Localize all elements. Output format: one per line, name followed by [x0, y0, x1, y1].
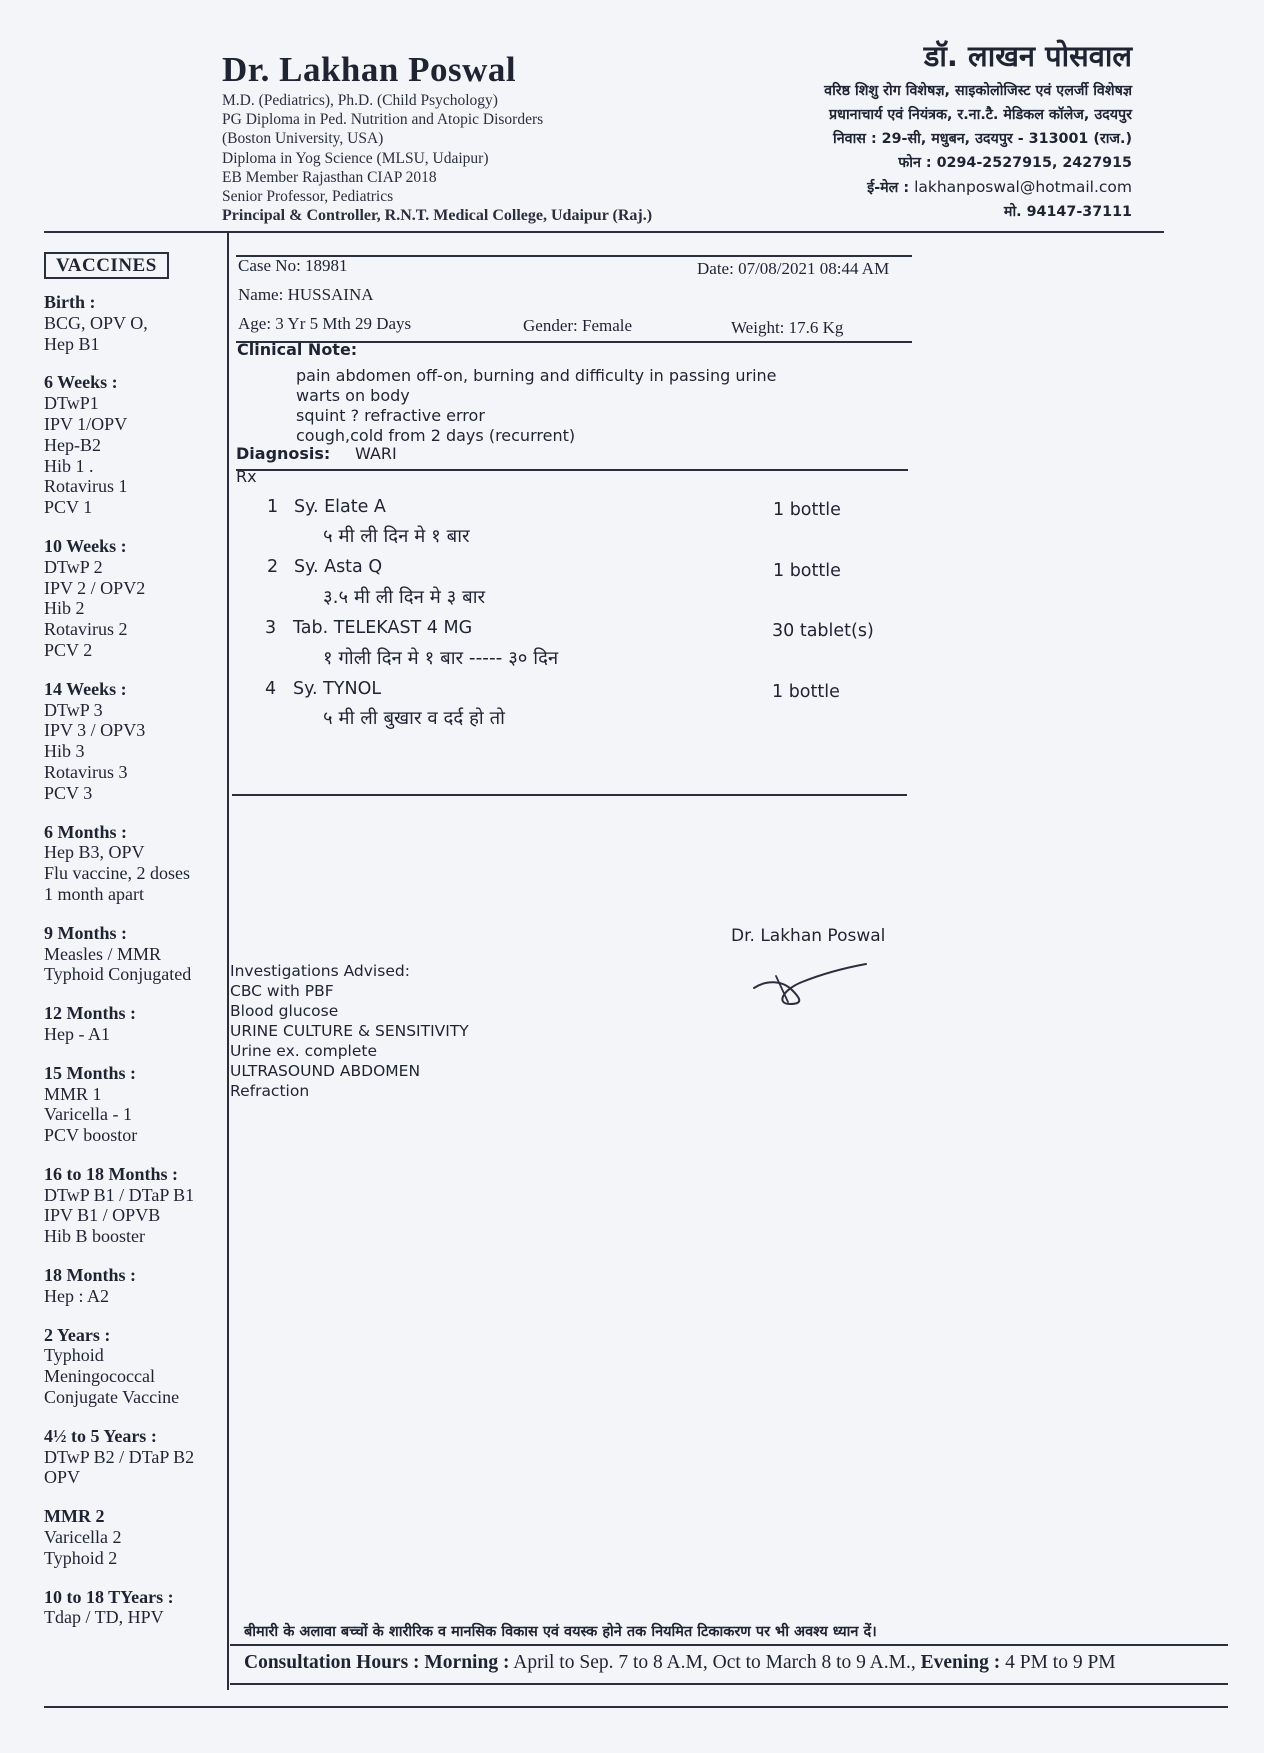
page-bottom-rule — [44, 1706, 1228, 1708]
vaccine-group-heading: 10 Weeks : — [44, 535, 127, 556]
vaccine-item: IPV 3 / OPV3 — [44, 720, 146, 741]
vaccine-schedule — [44, 292, 226, 1646]
vaccine-item: Rotavirus 2 — [44, 619, 128, 640]
consultation-hours — [244, 1652, 1116, 1674]
rx-drug: Sy. Elate A — [294, 497, 386, 517]
position-line: Principal & Controller, R.N.T. Medical College, Udaipur (Raj.) — [222, 207, 653, 225]
vaccine-item: DTwP B1 / DTaP B1 — [44, 1184, 195, 1205]
signature-name: Dr. Lakhan Poswal — [731, 926, 886, 946]
credential-line: Senior Professor, Pediatrics — [222, 188, 394, 206]
vaccine-item: DTwP B2 / DTaP B2 — [44, 1446, 195, 1467]
hindi-line: वरिष्ठ शिशु रोग विशेषज्ञ, साइकोलोजिस्ट एवं एलर्जी विशेषज्ञ — [824, 83, 1132, 99]
investigation-item: Urine ex. complete — [230, 1042, 378, 1060]
vaccine-group — [44, 1506, 226, 1568]
vaccine-item: Flu vaccine, 2 doses — [44, 863, 190, 884]
vaccine-item: Tdap / TD, HPV — [44, 1607, 164, 1628]
vaccine-item: Hep - A1 — [44, 1023, 110, 1044]
rx-quantity: 1 bottle — [773, 561, 841, 581]
vaccine-group — [44, 923, 226, 985]
clinical-notes — [296, 366, 777, 446]
vaccine-group-heading: 15 Months : — [44, 1062, 137, 1083]
rx-drug: Sy. Asta Q — [294, 557, 383, 577]
vaccine-group — [44, 536, 226, 661]
patient-age: Age: 3 Yr 5 Mth 29 Days — [238, 314, 412, 333]
vaccine-item: Typhoid 2 — [44, 1547, 118, 1568]
rx-end-rule — [232, 794, 907, 796]
vaccine-item: Hep-B2 — [44, 434, 101, 455]
morning-label: Morning : — [424, 1652, 510, 1673]
credential-line: Diploma in Yog Science (MLSU, Udaipur) — [222, 149, 489, 167]
vaccine-group-heading: 2 Years : — [44, 1324, 111, 1345]
vaccine-item: Varicella - 1 — [44, 1104, 132, 1125]
rx-quantity: 1 bottle — [773, 500, 841, 520]
diagnosis-label: Diagnosis: — [236, 444, 331, 463]
vaccines-title: VACCINES — [44, 252, 169, 279]
vaccine-item: PCV 1 — [44, 497, 93, 518]
vaccine-item: Varicella 2 — [44, 1527, 122, 1548]
vaccine-item: 1 month apart — [44, 883, 144, 904]
investigations-block — [230, 961, 469, 1101]
clinical-note-label: Clinical Note: — [237, 340, 358, 359]
vaccine-group-heading: 9 Months : — [44, 922, 128, 943]
hindi-line: फोन : 0294-2527915, 2427915 — [898, 154, 1132, 171]
vaccine-item: Typhoid — [44, 1345, 104, 1366]
credential-line: M.D. (Pediatrics), Ph.D. (Child Psychology) — [222, 92, 498, 109]
patient-gender: Gender: Female — [523, 316, 633, 335]
vaccine-item: PCV 2 — [44, 639, 93, 660]
vaccine-item: MMR 1 — [44, 1083, 102, 1104]
vaccine-item: PCV 3 — [44, 782, 93, 803]
vaccine-group — [44, 1325, 226, 1408]
vaccine-item: Measles / MMR — [44, 943, 161, 964]
rx-quantity: 1 bottle — [772, 682, 840, 702]
vaccine-item: Hib B booster — [44, 1226, 145, 1247]
rx-number: 4 — [265, 679, 277, 699]
clinical-note-line: squint ? refractive error — [296, 406, 485, 425]
doctor-name: Dr. Lakhan Poswal — [222, 50, 517, 89]
vaccine-group — [44, 1265, 226, 1307]
vaccine-group-heading: 4½ to 5 Years : — [44, 1425, 157, 1446]
rx-quantity: 30 tablet(s) — [772, 621, 874, 641]
mobile-line: मो. 94147-37111 — [1003, 203, 1132, 220]
investigation-item: Blood glucose — [230, 1002, 339, 1020]
clinical-note-line: cough,cold from 2 days (recurrent) — [296, 426, 576, 445]
clinical-note-line: warts on body — [296, 386, 410, 405]
visit-date: Date: 07/08/2021 08:44 AM — [697, 259, 890, 278]
rx-dosage: ५ मी ली बुखार व दर्द हो तो — [323, 708, 505, 729]
header-divider — [44, 231, 1164, 233]
investigation-item: Refraction — [230, 1082, 310, 1100]
case-number: Case No: 18981 — [238, 256, 348, 275]
hindi-line: निवास : 29-सी, मधुबन, उदयपुर - 313001 (राज.) — [833, 130, 1132, 147]
column-divider — [227, 232, 229, 1690]
vaccine-item: Hib 3 — [44, 741, 85, 762]
vaccine-group — [44, 292, 226, 354]
vaccine-item: OPV — [44, 1467, 81, 1488]
vaccine-group-heading: MMR 2 — [44, 1506, 105, 1527]
vaccine-group-heading: 10 to 18 TYears : — [44, 1586, 174, 1607]
vaccine-group — [44, 1587, 226, 1629]
evening-hours: 4 PM to 9 PM — [1005, 1652, 1116, 1673]
vaccine-group — [44, 1003, 226, 1045]
footer-rule-top — [230, 1644, 1228, 1646]
vaccine-item: Hep B1 — [44, 333, 100, 354]
vaccine-group-heading: Birth : — [44, 292, 96, 312]
email-address[interactable]: lakhanposwal@hotmail.com — [914, 177, 1132, 196]
credential-line: (Boston University, USA) — [222, 130, 384, 148]
footer-rule-bottom — [230, 1683, 1228, 1685]
footer-hindi-note: बीमारी के अलावा बच्चों के शारीरिक व मानसिक विकास एवं वयस्क होने तक नियमित टिकाकरण पर भी अवश्य ध्यान दें। — [244, 1624, 877, 1640]
vaccine-item: PCV boostor — [44, 1125, 138, 1146]
vaccine-item: Hib 1 . — [44, 455, 94, 476]
vaccine-group — [44, 679, 226, 804]
rx-dosage: १ गोली दिन मे १ बार ----- ३० दिन — [323, 648, 559, 669]
investigations-label: Investigations Advised: — [230, 962, 410, 980]
rx-number: 2 — [267, 557, 279, 577]
email-label: ई-मेल : — [867, 179, 910, 196]
hours-label: Consultation Hours : — [244, 1652, 420, 1673]
hindi-address-block — [824, 80, 1132, 224]
rx-dosage: ३.५ मी ली दिन मे ३ बार — [323, 587, 486, 608]
credential-line: PG Diploma in Ped. Nutrition and Atopic Disorders — [222, 111, 544, 129]
vaccine-item: DTwP 2 — [44, 556, 103, 577]
vaccine-item: Hep : A2 — [44, 1285, 109, 1306]
vaccine-item: IPV B1 / OPVB — [44, 1205, 161, 1226]
vaccine-group-heading: 16 to 18 Months : — [44, 1163, 178, 1184]
patient-weight: Weight: 17.6 Kg — [731, 318, 844, 337]
vaccine-group-heading: 18 Months : — [44, 1265, 137, 1286]
vaccine-item: IPV 1/OPV — [44, 413, 128, 434]
vaccine-item: Rotavirus 3 — [44, 761, 128, 782]
rx-drug: Tab. TELEKAST 4 MG — [293, 618, 473, 638]
vaccine-item: Typhoid Conjugated — [44, 964, 192, 985]
diagnosis-value: WARI — [355, 444, 397, 463]
vaccine-item: DTwP1 — [44, 393, 99, 414]
vaccine-group — [44, 1164, 226, 1247]
rx-number: 1 — [267, 497, 279, 517]
clinical-note-line: pain abdomen off-on, burning and difficulty in passing urine — [296, 366, 777, 385]
doctor-name-hindi: डॉ. लाखन पोसवाल — [923, 39, 1132, 73]
vaccine-item: BCG, OPV O, — [44, 312, 148, 333]
rx-dosage: ५ मी ली दिन मे १ बार — [323, 526, 470, 547]
vaccine-item: IPV 2 / OPV2 — [44, 577, 146, 598]
diagnosis-rule — [236, 469, 908, 471]
vaccine-group-heading: 14 Weeks : — [44, 678, 127, 699]
vaccine-group — [44, 372, 226, 518]
credential-line: EB Member Rajasthan CIAP 2018 — [222, 168, 437, 186]
evening-label: Evening : — [920, 1652, 1001, 1673]
vaccine-group — [44, 822, 226, 905]
investigation-item: ULTRASOUND ABDOMEN — [230, 1062, 421, 1080]
rx-number: 3 — [265, 618, 277, 638]
email-line — [824, 176, 1132, 201]
morning-hours: April to Sep. 7 to 8 A.M, Oct to March 8 to 9 A.M., — [513, 1652, 916, 1673]
vaccine-item: Rotavirus 1 — [44, 476, 128, 497]
rx-drug: Sy. TYNOL — [293, 679, 382, 699]
vaccine-group — [44, 1426, 226, 1488]
rx-label: Rx — [236, 467, 257, 486]
vaccine-group-heading: 6 Months : — [44, 821, 128, 842]
vaccine-item: DTwP 3 — [44, 699, 103, 720]
signature-scribble-icon — [748, 954, 878, 1014]
hindi-line: प्रधानाचार्य एवं नियंत्रक, र.ना.टै. मेडिकल कॉलेज, उदयपुर — [829, 106, 1132, 123]
vaccine-item: Conjugate Vaccine — [44, 1387, 180, 1408]
credentials-block — [222, 91, 652, 225]
investigation-item: URINE CULTURE & SENSITIVITY — [230, 1022, 469, 1040]
vaccine-item: Hib 2 — [44, 598, 85, 619]
vaccine-item: Hep B3, OPV — [44, 842, 145, 863]
vaccine-group-heading: 12 Months : — [44, 1003, 137, 1024]
vaccine-group — [44, 1063, 226, 1146]
patient-name: Name: HUSSAINA — [238, 285, 374, 304]
vaccine-group-heading: 6 Weeks : — [44, 372, 118, 393]
vaccine-item: Meningococcal — [44, 1366, 155, 1387]
investigation-item: CBC with PBF — [230, 982, 334, 1000]
